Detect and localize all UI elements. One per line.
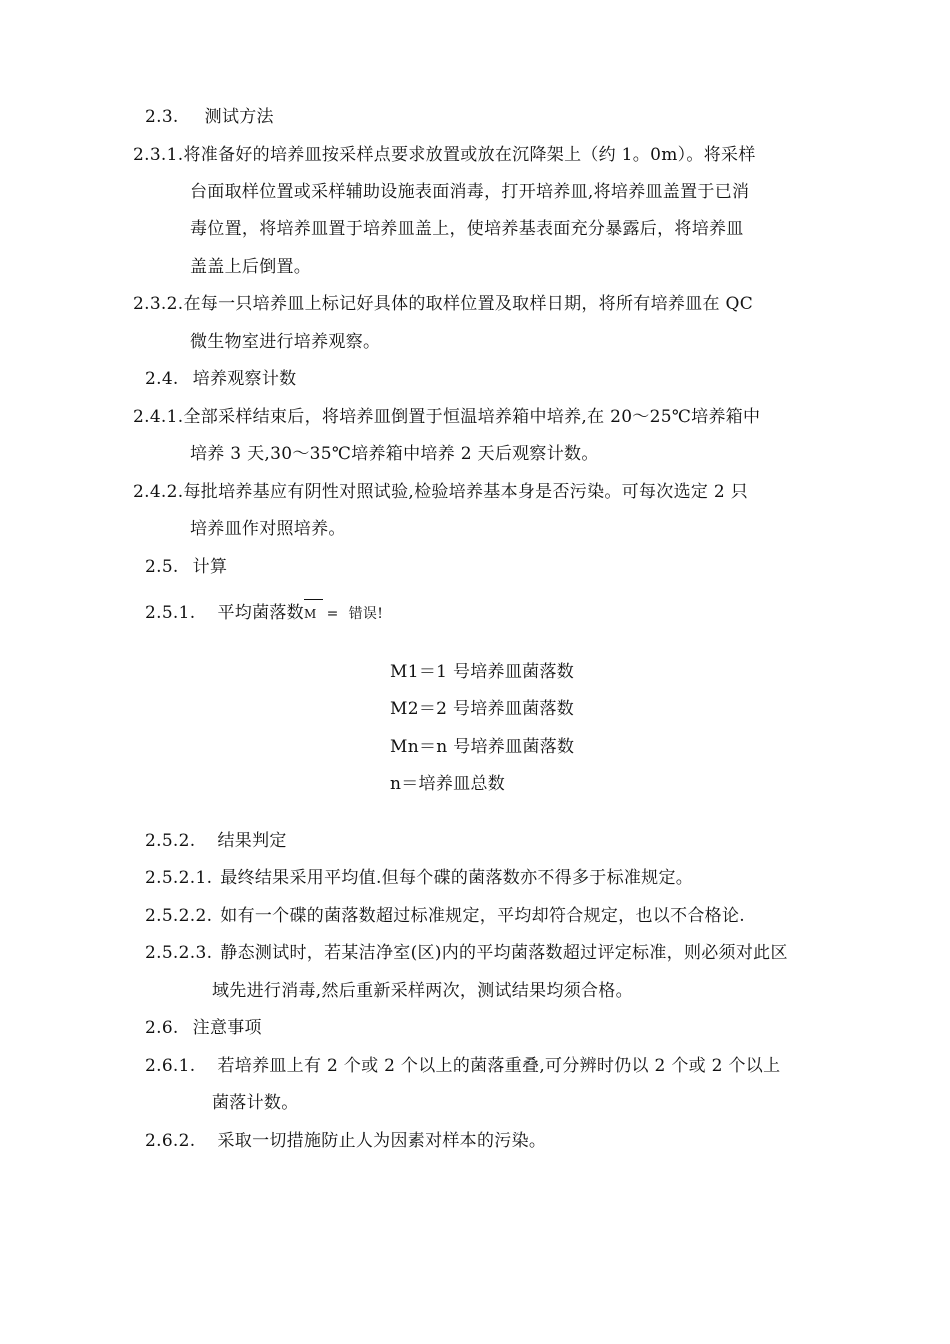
paragraph-2-3-1-line-4: 盖盖上后倒置。 — [190, 257, 312, 277]
paragraph-title: 结果判定 — [217, 831, 287, 851]
paragraph-2-3-1-line-2: 台面取样位置或采样辅助设施表面消毒，打开培养皿,将培养皿盖置于已消 — [190, 182, 750, 202]
paragraph-2-3-2-line-2: 微生物室进行培养观察。 — [190, 332, 381, 352]
section-heading-2-4 — [145, 367, 296, 391]
section-heading-2-6 — [145, 1016, 262, 1040]
section-title: 测试方法 — [204, 107, 274, 127]
paragraph-2-5-2-1 — [145, 866, 693, 890]
paragraph-text: 将准备好的培养皿按采样点要求放置或放在沉降架上（约 1。0m）。将采样 — [183, 145, 756, 165]
item-number: 2.4.2. — [133, 482, 184, 502]
definition-mn: Mn＝n 号培养皿菌落数 — [390, 737, 575, 757]
paragraph-2-5-1 — [145, 600, 383, 626]
paragraph-2-6-2 — [145, 1129, 546, 1153]
section-title: 计算 — [192, 557, 228, 577]
item-number: 2.5.2.2. — [145, 906, 213, 926]
definition-m2: M2＝2 号培养皿菌落数 — [390, 699, 575, 719]
definition-n: n＝培养皿总数 — [390, 774, 506, 794]
section-number: 2.6. — [145, 1018, 179, 1038]
paragraph-text: 每批培养基应有阴性对照试验,检验培养基本身是否污染。可每次选定 2 只 — [183, 482, 748, 502]
paragraph-2-5-2-3-line-2: 域先进行消毒,然后重新采样两次，测试结果均须合格。 — [212, 981, 633, 1001]
item-number: 2.5.2.3. — [145, 943, 213, 963]
definition-m1: M1＝1 号培养皿菌落数 — [390, 662, 575, 682]
paragraph-2-4-2-line-1 — [133, 480, 748, 504]
section-title: 注意事项 — [192, 1018, 262, 1038]
mean-symbol: M — [304, 600, 317, 626]
paragraph-text: 在每一只培养皿上标记好具体的取样位置及取样日期，将所有培养皿在 QC — [183, 294, 754, 314]
paragraph-2-3-2-line-1 — [133, 292, 753, 316]
item-number: 2.5.2. — [145, 831, 196, 851]
paragraph-2-6-1-line-1 — [145, 1054, 780, 1078]
paragraph-2-3-1-line-1 — [133, 143, 756, 167]
section-number: 2.3. — [145, 107, 179, 127]
paragraph-2-5-2-2 — [145, 904, 745, 928]
paragraph-text: 采取一切措施防止人为因素对样本的污染。 — [217, 1131, 547, 1151]
paragraph-2-5-2-3-line-1 — [145, 941, 788, 965]
section-number: 2.4. — [145, 369, 179, 389]
paragraph-text: 如有一个碟的菌落数超过标准规定，平均却符合规定，也以不合格论. — [220, 906, 745, 926]
paragraph-2-5-2 — [145, 829, 287, 853]
paragraph-text: 平均菌落数 — [217, 603, 304, 623]
paragraph-2-3-1-line-3: 毒位置，将培养皿置于培养皿盖上，使培养基表面充分暴露后，将培养皿 — [190, 219, 744, 239]
section-heading-2-5 — [145, 555, 227, 579]
paragraph-2-4-1-line-1 — [133, 405, 760, 429]
item-number: 2.6.2. — [145, 1131, 196, 1151]
section-title: 培养观察计数 — [192, 369, 297, 389]
section-heading-2-3 — [145, 105, 274, 129]
item-number: 2.5.1. — [145, 603, 196, 623]
item-number: 2.6.1. — [145, 1056, 196, 1076]
item-number: 2.5.2.1. — [145, 868, 213, 888]
paragraph-2-4-2-line-2: 培养皿作对照培养。 — [190, 519, 346, 539]
item-number: 2.3.1. — [133, 145, 184, 165]
equals-sign: = — [326, 606, 339, 622]
paragraph-text: 若培养皿上有 2 个或 2 个以上的菌落重叠,可分辨时仍以 2 个或 2 个以上 — [217, 1056, 781, 1076]
item-number: 2.4.1. — [133, 407, 184, 427]
section-number: 2.5. — [145, 557, 179, 577]
paragraph-text: 全部采样结束后，将培养皿倒置于恒温培养箱中培养,在 20～25℃培养箱中 — [183, 407, 761, 427]
item-number: 2.3.2. — [133, 294, 184, 314]
paragraph-2-6-1-line-2: 菌落计数。 — [212, 1093, 299, 1113]
paragraph-text: 最终结果采用平均值.但每个碟的菌落数亦不得多于标准规定。 — [220, 868, 694, 888]
paragraph-text: 静态测试时，若某洁净室(区)内的平均菌落数超过评定标准，则必须对此区 — [220, 943, 788, 963]
field-error-text: 错误! — [348, 606, 384, 622]
paragraph-2-4-1-line-2: 培养 3 天,30～35℃培养箱中培养 2 天后观察计数。 — [190, 444, 599, 464]
